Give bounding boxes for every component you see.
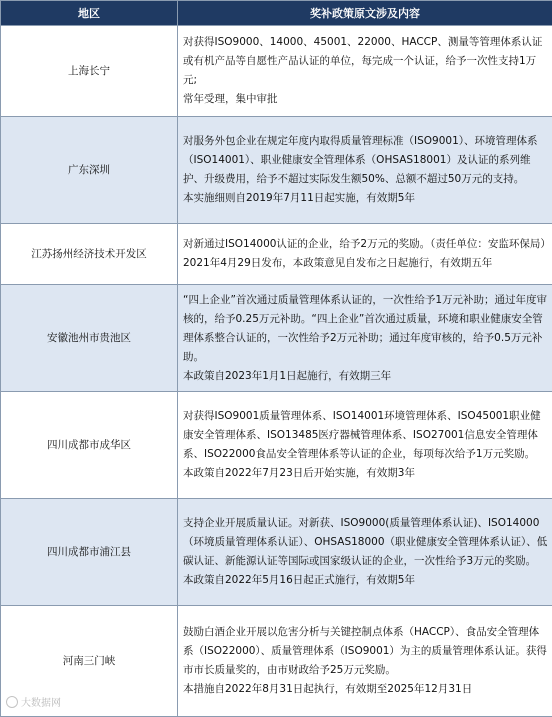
content-cell xyxy=(178,285,552,392)
content-cell xyxy=(178,26,552,117)
validity-text: 本政策自2023年1月1日起施行，有效期三年 xyxy=(183,367,548,386)
policy-text: 对获得ISO9000、14000、45001、22000、HACCP、测量等管理体系认证或有机产品等自愿性产品认证的单位，每完成一个认证，给予一次性支持1万元; xyxy=(183,33,548,90)
header-content: 奖补政策原文涉及内容 xyxy=(178,1,552,26)
watermark-logo-icon xyxy=(6,696,18,708)
region-cell: 四川成都市浦江县 xyxy=(1,499,178,606)
table-row xyxy=(1,392,552,499)
region-cell: 安徽池州市贵池区 xyxy=(1,285,178,392)
validity-text: 本实施细则自2019年7月11日起实施，有效期5年 xyxy=(183,189,548,208)
content-cell xyxy=(178,392,552,499)
policy-text: 对新通过ISO14000认证的企业，给予2万元的奖励。（责任单位：安监环保局） xyxy=(183,235,548,254)
policy-text: “四上企业”首次通过质量管理体系认证的，一次性给予1万元补助；通过年度审核的，给予0.25万元补助。“四上企业”首次通过质量，环境和职业健康安全管理体系整合认证的，一次性给予2万元补助；通过年度审核的，给予0.5万元补助。 xyxy=(183,291,548,367)
validity-text: 常年受理，集中审批 xyxy=(183,90,548,109)
region-cell: 上海长宁 xyxy=(1,26,178,117)
region-cell: 广东深圳 xyxy=(1,117,178,224)
content-cell xyxy=(178,499,552,606)
validity-text: 本政策自2022年5月16日起正式施行，有效期5年 xyxy=(183,571,548,590)
policy-text: 对服务外包企业在规定年度内取得质量管理标准（ISO9001）、环境管理体系（ISO14001）、职业健康安全管理体系（OHSAS18001）及认证的系列维护、升级费用，给予不超过实际发生额50%、总额不超过50万元的支持。 xyxy=(183,132,548,189)
policy-text: 支持企业开展质量认证。对新获、ISO9000(质量管理体系认证)、ISO14000（环境质量管理体系认证）、OHSAS18000（职业健康安全管理体系认证）、低碳认证、新能源认证等国际或国家级认证的企业，一次性给予3万元的奖励。 xyxy=(183,514,548,571)
table-row xyxy=(1,606,552,717)
policy-text: 鼓励白酒企业开展以危害分析与关键控制点体系（HACCP）、食品安全管理体系（ISO22000）、质量管理体系（ISO9001）为主的质量管理体系认证。获得市市长质量奖的，由市财政给予25万元奖励。 xyxy=(183,623,548,680)
region-cell: 河南三门峡 xyxy=(1,606,178,717)
validity-text: 本政策自2022年7月23日后开始实施，有效期3年 xyxy=(183,464,548,483)
table-row xyxy=(1,26,552,117)
region-cell: 四川成都市成华区 xyxy=(1,392,178,499)
validity-text: 本措施自2022年8月31日起执行，有效期至2025年12月31日 xyxy=(183,680,548,699)
watermark-text: 大数据网 xyxy=(21,694,61,709)
header-row xyxy=(1,1,552,26)
watermark xyxy=(6,694,61,709)
table-row xyxy=(1,499,552,606)
region-cell: 江苏扬州经济技术开发区 xyxy=(1,224,178,285)
policy-text: 对获得ISO9001质量管理体系、ISO14001环境管理体系、ISO45001职业健康安全管理体系、ISO13485医疗器械管理体系、ISO27001信息安全管理体系、ISO22000食品安全管理体系等认证的企业，每项每次给予1万元奖励。 xyxy=(183,407,548,464)
content-cell xyxy=(178,117,552,224)
content-cell xyxy=(178,606,552,717)
validity-text: 2021年4月29日发布，本政策意见自发布之日起施行，有效期五年 xyxy=(183,254,548,273)
table-row xyxy=(1,285,552,392)
header-region: 地区 xyxy=(1,1,178,26)
table-row xyxy=(1,117,552,224)
content-cell xyxy=(178,224,552,285)
table-row xyxy=(1,224,552,285)
